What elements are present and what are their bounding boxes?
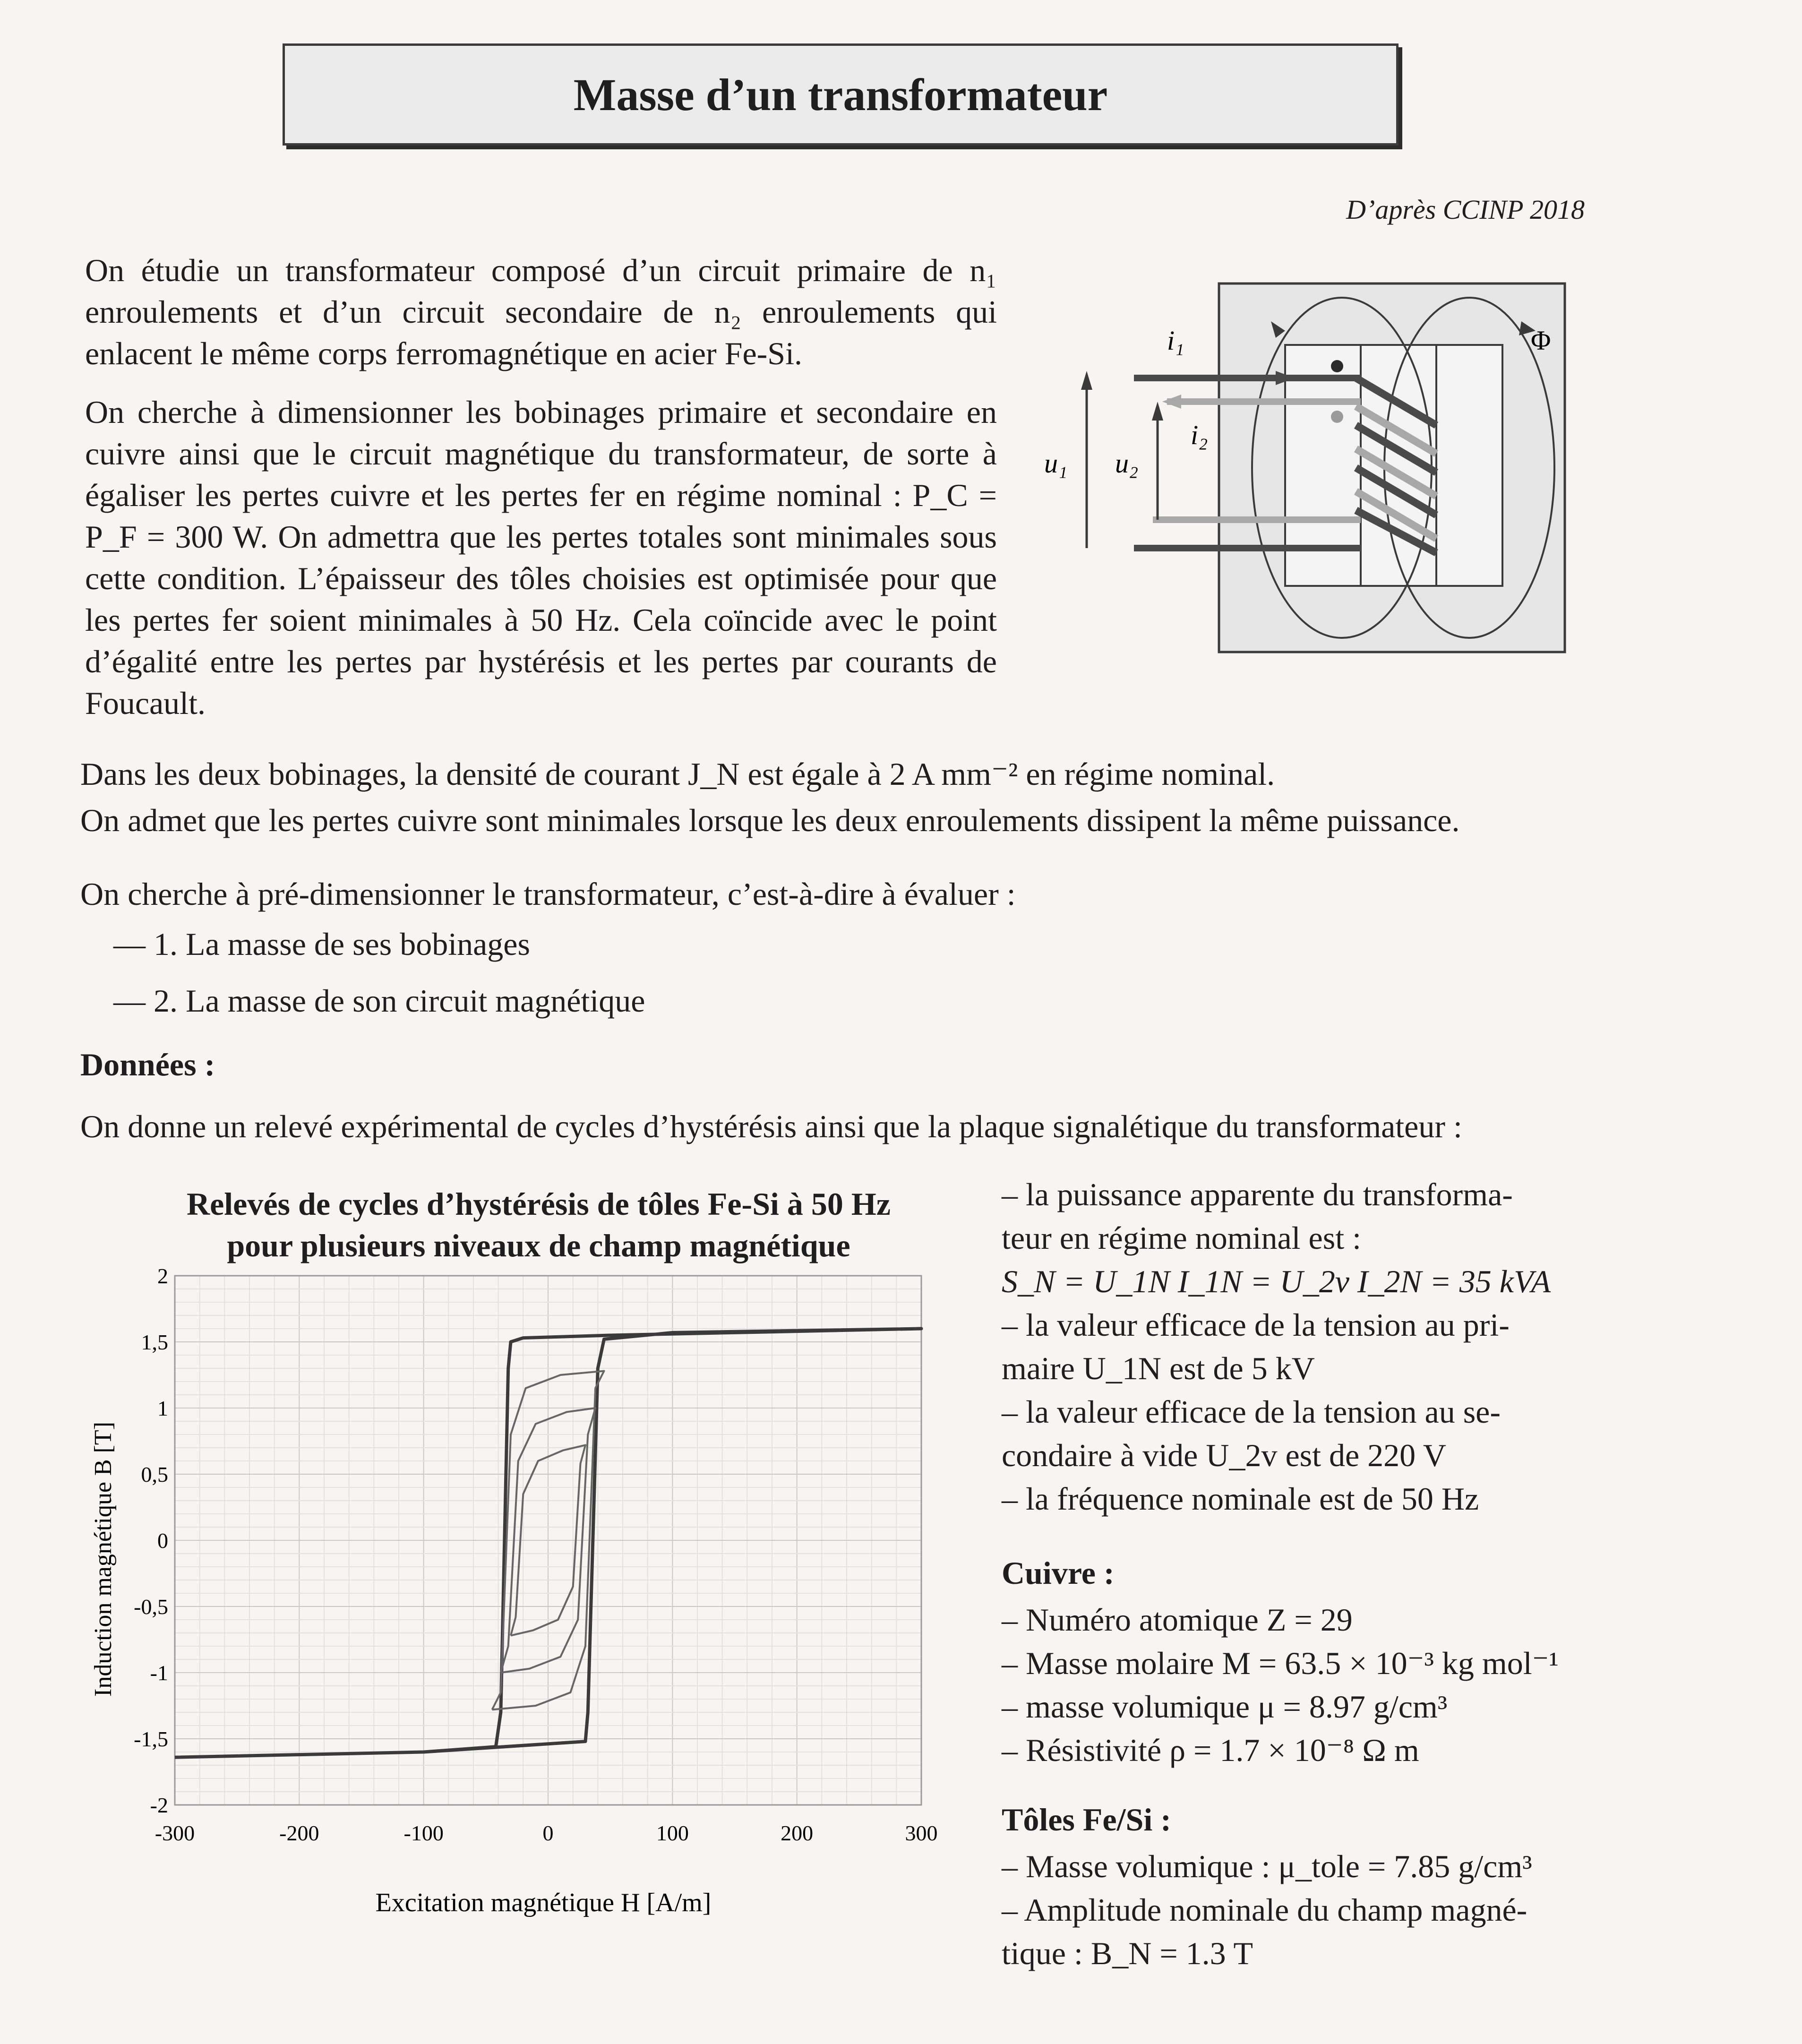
y-tick-label: 1,5 xyxy=(141,1330,168,1354)
y-tick-label: -2 xyxy=(150,1793,168,1817)
plate-line-7: condaire à vide U_2v est de 220 V xyxy=(1002,1437,1447,1473)
chart-title-line-2: pour plusieurs niveaux de champ magnétique xyxy=(227,1228,850,1263)
toles-list xyxy=(1002,1845,1739,1975)
intro-paragraph-1: On étudie un transformateur composé d’un circuit primaire de n₁ enroulements et d’un circuit secondaire de n₂ enroulements qui enlacent le même corps ferromagnétique en acier Fe-Si. xyxy=(85,252,997,371)
y-tick-label: -1 xyxy=(150,1661,168,1685)
y-tick-label: -0,5 xyxy=(134,1595,168,1619)
label-phi: Φ xyxy=(1531,325,1551,356)
cuivre-item-2: – Masse molaire M = 63.5 × 10⁻³ kg mol⁻¹ xyxy=(1002,1645,1559,1681)
chart-title-line-1: Relevés de cycles d’hystérésis de tôles Fe-Si à 50 Hz xyxy=(187,1186,891,1222)
plate-line-1: – la puissance apparente du transforma- xyxy=(1002,1177,1513,1212)
page-title: Masse d’un transformateur xyxy=(573,69,1108,120)
toles-item-3: tique : B_N = 1.3 T xyxy=(1002,1935,1253,1971)
title-box xyxy=(283,43,1399,146)
y-tick-label: 2 xyxy=(157,1264,168,1288)
transformer-diagram xyxy=(1030,265,1621,666)
intro-paragraph-4: On admet que les pertes cuivre sont minimales lorsque les deux enroulements dissipent la même puissance. xyxy=(80,802,1460,838)
plate-line-2: teur en régime nominal est : xyxy=(1002,1220,1361,1256)
nameplate xyxy=(1002,1173,1739,1520)
donnees-heading: Données : xyxy=(80,1047,215,1082)
plate-line-8: – la fréquence nominale est de 50 Hz xyxy=(1002,1481,1479,1517)
y-tick-label: 0,5 xyxy=(141,1462,168,1486)
plate-line-6: – la valeur efficace de la tension au se- xyxy=(1002,1394,1501,1430)
plate-line-5: maire U_1N est de 5 kV xyxy=(1002,1350,1315,1386)
cuivre-item-3: – masse volumique μ = 8.97 g/cm³ xyxy=(1002,1689,1448,1725)
label-u1: u₁ xyxy=(1044,448,1068,479)
plate-line-4: – la valeur efficace de la tension au pri- xyxy=(1002,1307,1510,1343)
toles-item-1: – Masse volumique : μ_tole = 7.85 g/cm³ xyxy=(1002,1848,1532,1884)
x-tick-label: 0 xyxy=(542,1821,554,1845)
goal-item-2: — 2. La masse de son circuit magnétique xyxy=(113,983,645,1019)
source-reference: D’après CCINP 2018 xyxy=(1346,194,1585,225)
y-tick-label: 1 xyxy=(157,1396,168,1420)
label-i2: i₂ xyxy=(1191,420,1208,450)
cuivre-item-1: – Numéro atomique Z = 29 xyxy=(1002,1602,1353,1638)
toles-item-2: – Amplitude nominale du champ magné- xyxy=(1002,1892,1527,1928)
chart-grid xyxy=(175,1276,921,1805)
donnees-intro: On donne un relevé expérimental de cycles d’hystérésis ainsi que la plaque signalétique du transformateur : xyxy=(80,1108,1462,1144)
y-tick-label: 0 xyxy=(157,1529,168,1553)
hysteresis-chart xyxy=(76,1257,973,1928)
cuivre-heading: Cuivre : xyxy=(1002,1555,1115,1591)
y-tick-label: -1,5 xyxy=(134,1727,168,1751)
u1-arrow-head xyxy=(1081,371,1092,390)
toles-heading: Tôles Fe/Si : xyxy=(1002,1802,1171,1838)
x-tick-label: -300 xyxy=(154,1821,195,1845)
x-axis-label: Excitation magnétique H [A/m] xyxy=(375,1888,712,1917)
chart-title xyxy=(132,1183,945,1266)
x-tick-label: 300 xyxy=(905,1821,938,1845)
secondary-polarity-dot xyxy=(1331,411,1343,423)
i2-arrow xyxy=(1162,395,1181,409)
intro-paragraph-5: On cherche à pré-dimensionner le transformateur, c’est-à-dire à évaluer : xyxy=(80,876,1016,912)
y-axis-label: Induction magnétique B [T] xyxy=(90,1422,117,1697)
x-tick-label: 100 xyxy=(656,1821,689,1845)
goal-item-1: — 1. La masse de ses bobinages xyxy=(113,926,530,962)
x-tick-label: -100 xyxy=(403,1821,444,1845)
label-i1: i₁ xyxy=(1167,325,1184,356)
intro-paragraph-2: On cherche à dimensionner les bobinages primaire et secondaire en cuivre ainsi que le circuit magnétique du transformateur, de sorte à égaliser les pertes cuivre et les pertes fer en régime nominal : P_C = P_F = 300 W. On admettra que les pertes totales sont minimales sous cette condition. L’épaisseur des tôles choisies est optimisée pour que les pertes fer soient minimales à 50 Hz. Cela coïncide avec le point d’égalité entre les pertes par hystérésis et les pertes par courants de Foucault. xyxy=(85,394,997,721)
x-tick-label: -200 xyxy=(279,1821,319,1845)
plate-line-3: S_N = U_1N I_1N = U_2v I_2N = 35 kVA xyxy=(1002,1263,1551,1299)
cuivre-item-4: – Résistivité ρ = 1.7 × 10⁻⁸ Ω m xyxy=(1002,1732,1419,1768)
core-window-right xyxy=(1436,345,1502,586)
intro-paragraph-3: Dans les deux bobinages, la densité de courant J_N est égale à 2 A mm⁻² en régime nominal. xyxy=(80,756,1275,792)
primary-polarity-dot xyxy=(1331,360,1343,372)
chart-tick-labels xyxy=(134,1264,937,1845)
cuivre-list xyxy=(1002,1598,1739,1772)
u2-arrow-head xyxy=(1152,402,1163,421)
x-tick-label: 200 xyxy=(781,1821,814,1845)
label-u2: u₂ xyxy=(1115,448,1139,479)
